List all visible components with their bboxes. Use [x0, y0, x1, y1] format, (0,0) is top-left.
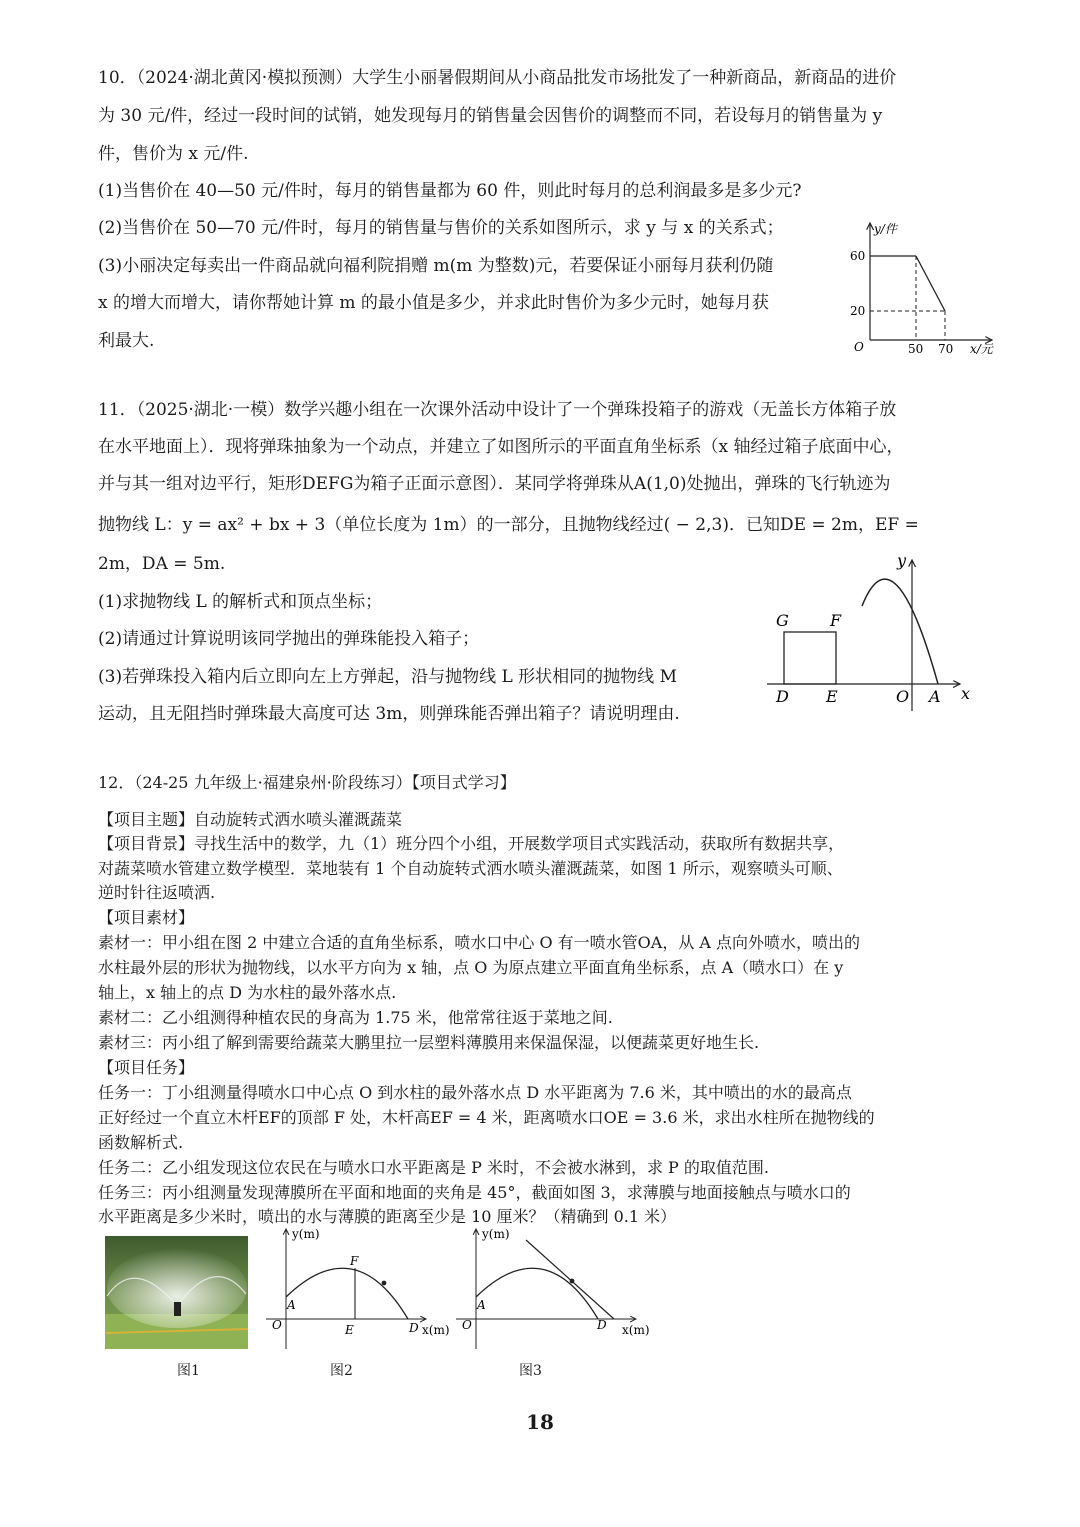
q11-part-3-line-1: (3)若弹珠投入箱内后立即向左上方弹起，沿与抛物线 L 形状相同的抛物线 M [98, 667, 677, 687]
q10-line-2: 为 30 元/件，经过一段时间的试销，她发现每月的销售量会因售价的调整而不同，若设每月的销售量为 y [98, 106, 883, 126]
q10-part-2: (2)当售价在 50—70 元/件时，每月的销售量与售价的关系如图所示，求 y 与 x 的关系式； [98, 218, 784, 238]
fig1-caption: 图1 [177, 1363, 200, 1379]
q12-material-3: 素材三：丙小组了解到需要给蔬菜大鹏里拉一层塑料薄膜用来保温保湿，以便蔬菜更好地生长. [98, 1033, 760, 1052]
q10-x-tick: 70 [938, 342, 954, 356]
q12-title: 12．（24-25 九年级上·福建泉州·阶段练习）【项目式学习】 [98, 773, 516, 792]
fig2-caption: 图2 [330, 1363, 353, 1379]
q10-line-1: 10．（2024·湖北黄冈·模拟预测）大学生小丽暑假期间从小商品批发市场批发了一种新商品，新商品的进价 [98, 68, 897, 88]
fig2-point-e: E [345, 1323, 354, 1337]
q12-task-1-line-2: 正好经过一个直立木杆EF的顶部 F 处，木杆高EF = 4 米，距离喷水口OE = 3.6 米，求出水柱所在抛物线的 [98, 1108, 875, 1127]
fig2-point-d: D [409, 1321, 419, 1335]
q12-material-2: 素材二：乙小组测得种植农民的身高为 1.75 米，他常常往返于菜地之间. [98, 1008, 613, 1027]
q12-background-1: 【项目背景】寻找生活中的数学，九（1）班分四个小组，开展数学项目式实践活动，获取所有数据共享， [98, 834, 845, 853]
q11-line-5: 2m，DA = 5m. [98, 554, 226, 574]
q11-point-d: D [776, 687, 789, 706]
q10-part-1: (1)当售价在 40—50 元/件时，每月的销售量都为 60 件，则此时每月的总利润最多是多少元? [98, 181, 802, 201]
q10-line-3: 件，售价为 x 元/件. [98, 144, 249, 164]
fig2-point-a: A [287, 1298, 296, 1312]
fig3-x-label: x(m) [622, 1323, 650, 1337]
q12-fig3-graph [448, 1225, 658, 1355]
fig2-origin: O [272, 1318, 282, 1332]
q11-box-parabola-graph [762, 548, 982, 718]
fig3-point-d: D [597, 1318, 607, 1332]
q12-fig2-graph [258, 1225, 458, 1355]
q11-point-a: A [929, 687, 941, 706]
q11-point-e: E [826, 687, 838, 706]
q11-origin: O [896, 687, 910, 706]
q11-parabola-l [862, 579, 938, 684]
q12-material-1-line-3: 轴上，x 轴上的点 D 为水柱的最外落水点. [98, 983, 397, 1002]
q10-part-3-line-2: x 的增大而增大，请你帮她计算 m 的最小值是多少，并求此时售价为多少元时，她每月获 [98, 293, 769, 313]
q11-x-label: x [961, 684, 971, 703]
page-number: 18 [526, 1410, 554, 1434]
q11-point-f: F [830, 611, 842, 630]
q10-x-tick: 50 [908, 342, 924, 356]
q11-box-defg [784, 632, 836, 684]
q10-y-label: y/件 [874, 222, 897, 236]
q10-y-tick: 60 [850, 249, 866, 263]
q10-y-tick: 20 [850, 304, 866, 318]
q10-part-3-line-3: 利最大. [98, 331, 155, 351]
q12-task-3-line-1: 任务三：丙小组测量发现薄膜所在平面和地面的夹角是 45°，截面如图 3，求薄膜与地面接触点与喷水口的 [98, 1183, 851, 1202]
q10-graph-line-decline [916, 256, 945, 311]
q11-point-g: G [776, 611, 789, 630]
q12-task-1-line-1: 任务一：丁小组测量得喷水口中心点 O 到水柱的最外落水点 D 水平距离为 7.6 米，其中喷出的水的最高点 [98, 1083, 852, 1102]
fig2-water-parabola [286, 1268, 408, 1319]
fig2-point-f: F [350, 1254, 359, 1268]
fig2-marked-point [382, 1281, 387, 1286]
q11-line-2: 在水平地面上）．现将弹珠抽象为一个动点，并建立了如图所示的平面直角坐标系（x 轴经过箱子底面中心， [98, 437, 904, 457]
q12-material-1-line-1: 素材一：甲小组在图 2 中建立合适的直角坐标系，喷水口中心 O 有一喷水管OA，从 A 点向外喷水，喷出的 [98, 933, 861, 952]
fig3-y-label: y(m) [482, 1227, 510, 1241]
q10-x-label: x/元 [970, 342, 993, 356]
fig3-origin: O [462, 1318, 472, 1332]
q12-tasks-heading: 【项目任务】 [98, 1058, 195, 1077]
q12-materials-heading: 【项目素材】 [98, 908, 195, 927]
q11-line-1: 11．（2025·湖北·一模）数学兴趣小组在一次课外活动中设计了一个弹珠投箱子的游戏（无盖长方体箱子放 [98, 400, 897, 420]
q10-origin: O [854, 340, 864, 354]
q12-fig1-sprinkler-photo [105, 1236, 248, 1349]
q10-sales-graph [840, 215, 1005, 360]
q12-background-2: 对蔬菜喷水管建立数学模型．菜地装有 1 个自动旋转式洒水喷头灌溉蔬菜，如图 1 所示，观察喷头可顺、 [98, 859, 843, 878]
fig3-caption: 图3 [519, 1363, 542, 1379]
q12-background-3: 逆时针往返喷洒. [98, 883, 216, 902]
fig3-film-line [526, 1240, 614, 1319]
fig2-x-label: x(m) [422, 1323, 450, 1337]
q12-task-2: 任务二：乙小组发现这位农民在与喷水口水平距离是 P 米时，不会被水淋到，求 P 的取值范围. [98, 1158, 769, 1177]
q12-material-1-line-2: 水柱最外层的形状为抛物线，以水平方向为 x 轴，点 O 为原点建立平面直角坐标系，点 A（喷水口）在 y [98, 958, 844, 977]
q12-task-1-line-3: 函数解析式. [98, 1133, 184, 1152]
fig3-marked-point [570, 1279, 575, 1284]
q12-topic: 【项目主题】自动旋转式洒水喷头灌溉蔬菜 [98, 810, 403, 829]
q10-part-3-line-1: (3)小丽决定每卖出一件商品就向福利院捐赠 m(m 为整数)元，若要保证小丽每月获利仍随 [98, 256, 774, 276]
fig3-point-a: A [477, 1298, 486, 1312]
q11-line-3: 并与其一组对边平行，矩形DEFG为箱子正面示意图）．某同学将弹珠从A(1,0)处抛出，弹珠的飞行轨迹为 [98, 474, 891, 494]
q11-part-2: (2)请通过计算说明该同学抛出的弹珠能投入箱子； [98, 629, 480, 649]
fig3-water-parabola [476, 1268, 598, 1319]
sprinkler-head-icon [174, 1302, 181, 1316]
q11-part-1: (1)求抛物线 L 的解析式和顶点坐标； [98, 592, 383, 612]
q11-part-3-line-2: 运动，且无阻挡时弹珠最大高度可达 3m，则弹珠能否弹出箱子？请说明理由. [98, 704, 680, 724]
fig2-y-label: y(m) [292, 1227, 320, 1241]
q12-task-3-line-2: 水平距离是多少米时，喷出的水与薄膜的距离至少是 10 厘米？（精确到 0.1 米） [98, 1207, 677, 1226]
q11-y-label: y [897, 551, 907, 570]
q11-line-4: 抛物线 L：y = ax² + bx + 3（单位长度为 1m）的一部分，且抛物线经过( − 2,3)．已知DE = 2m，EF = [98, 515, 919, 535]
